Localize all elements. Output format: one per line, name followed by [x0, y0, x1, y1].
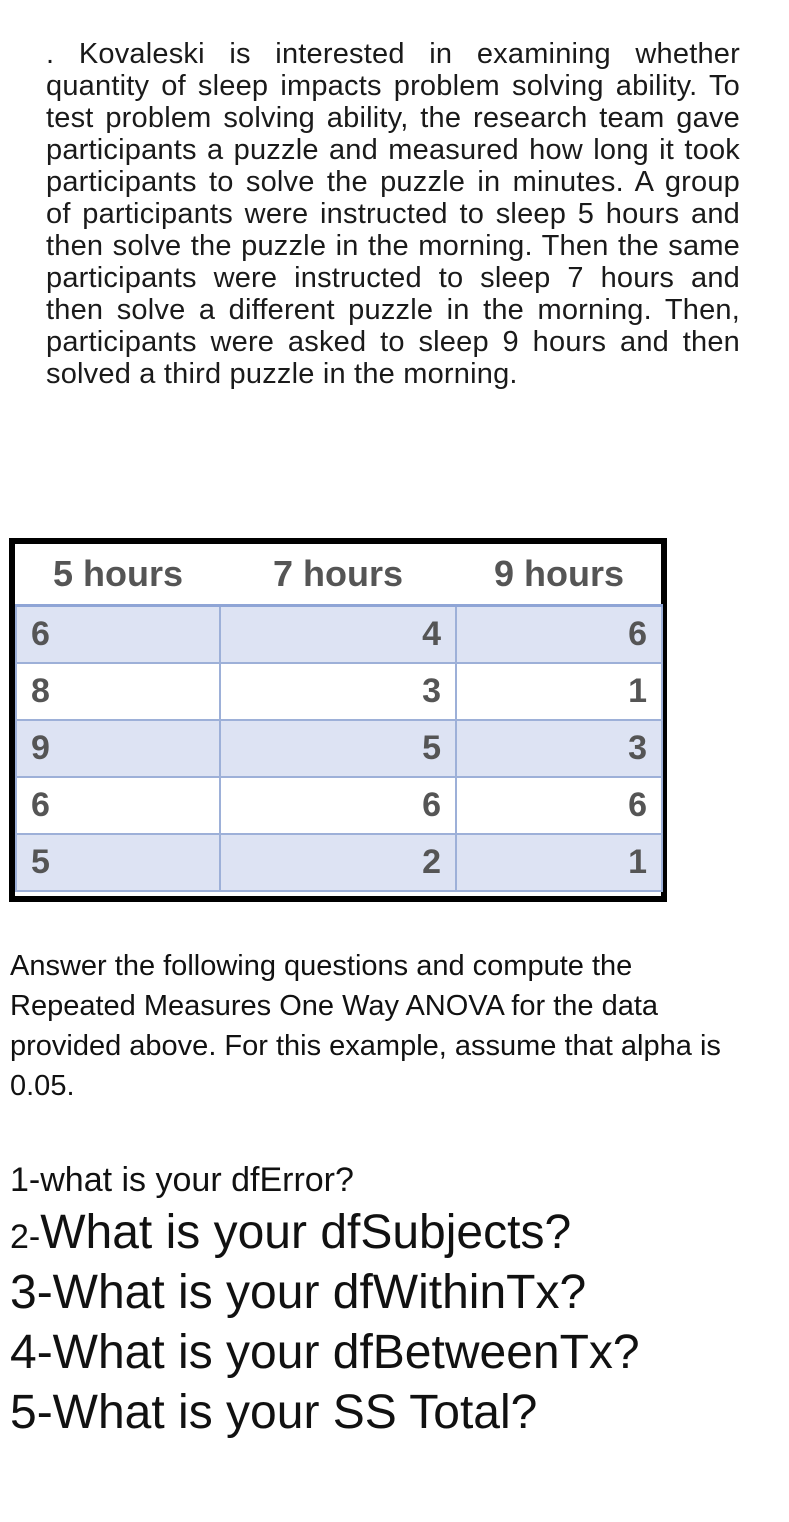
table-row — [16, 663, 662, 720]
question-2 — [10, 1205, 571, 1260]
instructions-text: Answer the following questions and compute the Repeated Measures One Way ANOVA for the data provided above. For this example, assume that alpha is 0.05. — [10, 950, 721, 1102]
question-4: 4-What is your dfBetweenTx? — [10, 1326, 640, 1379]
table-cell: 1 — [456, 663, 662, 720]
table-cell: 6 — [456, 606, 662, 663]
table-row — [16, 777, 662, 834]
table-row — [16, 606, 662, 663]
table-cell: 1 — [456, 834, 662, 891]
header-7-hours: 7 hours — [220, 544, 456, 606]
table-cell: 8 — [16, 663, 220, 720]
table-cell: 3 — [456, 720, 662, 777]
question-1: 1-what is your dfError? — [10, 1161, 354, 1199]
table-cell: 9 — [16, 720, 220, 777]
problem-description: . Kovaleski is interested in examining whether quantity of sleep impacts problem solving ability. To test problem solving ability, the research team gave participants a puzzle and measured how long it took participants to solve the puzzle in minutes. A group of participants were instructed to sleep 5 hours and then solve the puzzle in the morning. Then the same participants were instructed to sleep 7 hours and then solve a different puzzle in the morning. Then, participants were asked to sleep 9 hours and then solved a third puzzle in the morning. — [46, 38, 740, 390]
question-2-number: 2- — [10, 1218, 41, 1256]
table-header-row — [16, 544, 662, 606]
question-3: 3-What is your dfWithinTx? — [10, 1266, 587, 1319]
table-cell: 5 — [16, 834, 220, 891]
data-table — [9, 538, 667, 902]
table-cell: 3 — [220, 663, 456, 720]
table-cell: 5 — [220, 720, 456, 777]
table-row — [16, 720, 662, 777]
table-cell: 6 — [456, 777, 662, 834]
table-cell: 6 — [16, 606, 220, 663]
table-cell: 6 — [16, 777, 220, 834]
table-cell: 2 — [220, 834, 456, 891]
table-cell: 6 — [220, 777, 456, 834]
question-2-text: What is your dfSubjects? — [40, 1206, 572, 1259]
table-cell: 4 — [220, 606, 456, 663]
header-9-hours: 9 hours — [456, 544, 662, 606]
table-row — [16, 834, 662, 891]
header-5-hours: 5 hours — [16, 544, 220, 606]
sleep-table — [15, 544, 663, 892]
question-5: 5-What is your SS Total? — [10, 1386, 538, 1439]
